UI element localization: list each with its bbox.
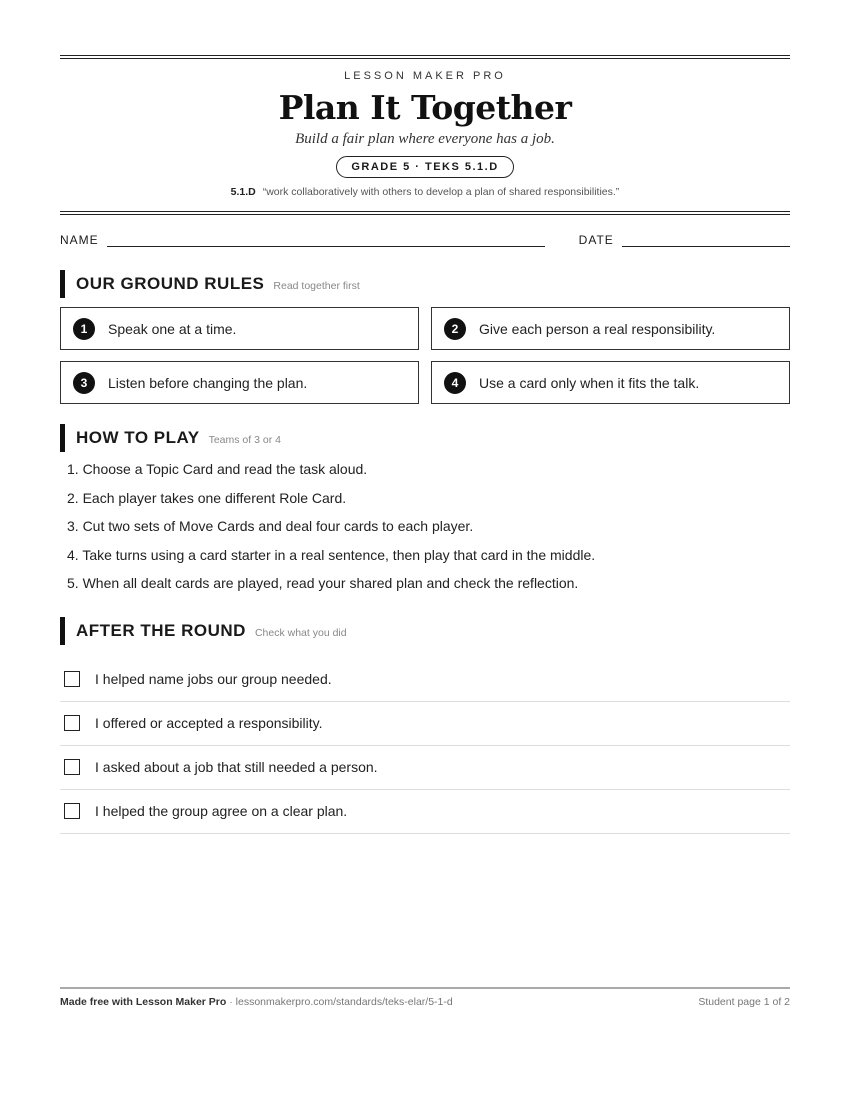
page-number: Student page 1 of 2 bbox=[698, 996, 790, 1008]
rule-number: 4 bbox=[444, 372, 466, 394]
section-subtitle: Check what you did bbox=[254, 626, 347, 639]
checkbox[interactable] bbox=[64, 715, 80, 731]
section-subtitle: Read together first bbox=[273, 280, 360, 292]
checkbox[interactable] bbox=[64, 803, 80, 819]
play-step: 4. Take turns using a card starter in a real sentence, then play that card in the middle. bbox=[67, 546, 596, 563]
rule-text: Listen before changing the plan. bbox=[108, 374, 308, 391]
ground-rules-heading bbox=[60, 270, 790, 298]
ground-rules-grid bbox=[60, 307, 790, 404]
play-steps-list bbox=[60, 460, 790, 603]
rule-text: Speak one at a time. bbox=[108, 320, 237, 337]
rule-card bbox=[60, 361, 419, 404]
section-title: AFTER THE ROUND bbox=[76, 620, 246, 640]
rule-number: 3 bbox=[73, 372, 95, 394]
play-step: 1. Choose a Topic Card and read the task aloud. bbox=[67, 461, 368, 477]
play-step: 2. Each player takes one different Role Card. bbox=[67, 489, 347, 506]
checkbox[interactable] bbox=[64, 759, 80, 775]
reflection-checklist bbox=[60, 658, 790, 834]
footer-credit bbox=[60, 996, 453, 1008]
rule-text: Give each person a real responsibility. bbox=[479, 320, 716, 337]
checklist-text: I helped name jobs our group needed. bbox=[95, 671, 332, 687]
play-step: 5. When all dealt cards are played, read your shared plan and check the reflection. bbox=[67, 575, 579, 591]
rule-number: 1 bbox=[73, 318, 95, 340]
grade-badge: GRADE 5 · TEKS 5.1.D bbox=[336, 156, 513, 178]
checklist-item bbox=[60, 790, 790, 834]
checkbox[interactable] bbox=[64, 671, 80, 687]
after-round-heading bbox=[60, 617, 790, 645]
how-to-play-heading bbox=[60, 424, 790, 452]
checklist-text: I offered or accepted a responsibility. bbox=[95, 715, 323, 731]
rule-card bbox=[60, 307, 419, 350]
header-divider bbox=[60, 211, 790, 215]
date-field[interactable] bbox=[622, 234, 790, 247]
name-date-row bbox=[60, 233, 790, 247]
section-title: OUR GROUND RULES bbox=[76, 274, 265, 293]
rule-text: Use a card only when it fits the talk. bbox=[479, 374, 700, 391]
standard-code: 5.1.D bbox=[230, 186, 256, 198]
rule-number: 2 bbox=[444, 318, 466, 340]
rule-card bbox=[431, 361, 790, 404]
date-label: DATE bbox=[578, 233, 614, 247]
checklist-item bbox=[60, 746, 790, 790]
page-title: Plan It Together bbox=[278, 88, 572, 127]
worksheet-page bbox=[60, 55, 790, 834]
standard-text: “work collaboratively with others to develop a plan of shared responsibilities.” bbox=[262, 186, 620, 198]
standard-line bbox=[60, 186, 790, 198]
name-field[interactable] bbox=[107, 234, 545, 247]
name-label: NAME bbox=[60, 233, 99, 247]
checklist-text: I asked about a job that still needed a person. bbox=[95, 759, 378, 775]
made-with-label: Made free with Lesson Maker Pro bbox=[60, 996, 227, 1008]
footer-url[interactable]: · lessonmakerpro.com/standards/teks-elar/5-1-d bbox=[226, 996, 453, 1008]
page-subtitle: Build a fair plan where everyone has a job. bbox=[295, 131, 555, 147]
checklist-item bbox=[60, 702, 790, 746]
play-step: 3. Cut two sets of Move Cards and deal four cards to each player. bbox=[67, 518, 474, 534]
top-divider bbox=[60, 55, 790, 59]
page-footer bbox=[60, 987, 790, 1008]
section-title: HOW TO PLAY bbox=[76, 428, 200, 447]
brand-name: LESSON MAKER PRO bbox=[344, 70, 506, 82]
checklist-item bbox=[60, 658, 790, 702]
checklist-text: I helped the group agree on a clear plan. bbox=[95, 803, 348, 819]
section-subtitle: Teams of 3 or 4 bbox=[208, 434, 281, 446]
rule-card bbox=[431, 307, 790, 350]
